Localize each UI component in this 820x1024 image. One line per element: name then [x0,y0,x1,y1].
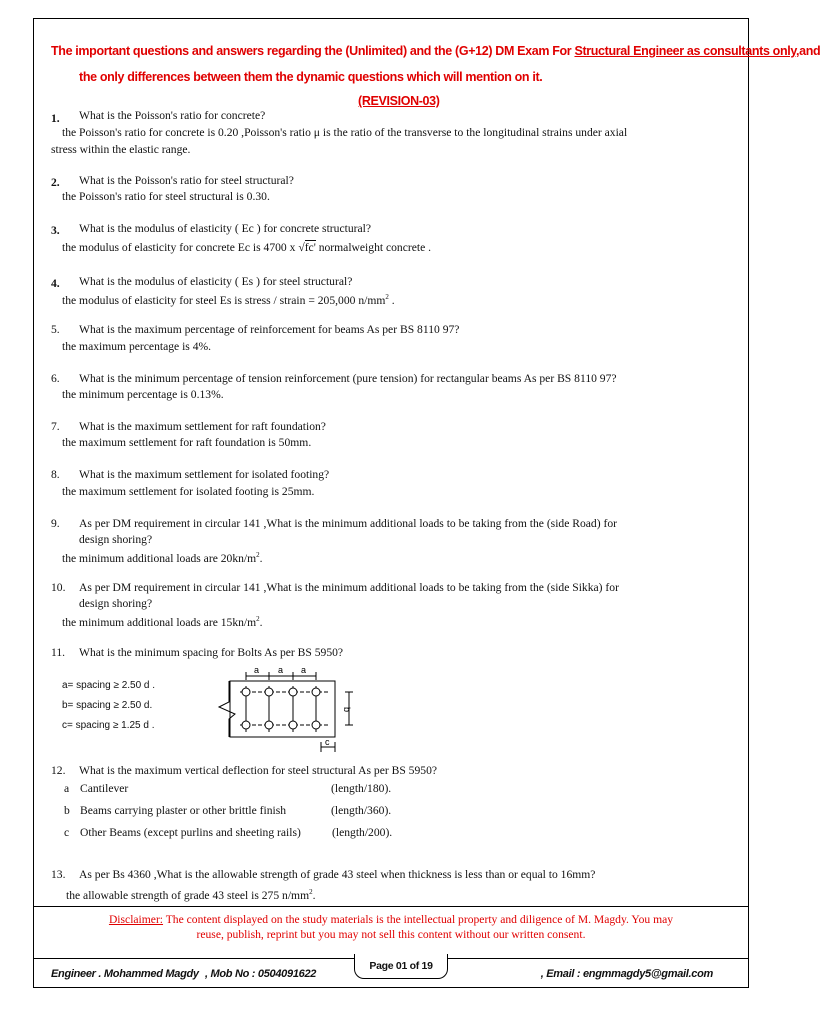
q10-number: 10. [51,581,66,594]
q11-number: 11. [51,646,66,659]
revision-label: (REVISION-03) [358,94,440,108]
q5-answer: the maximum percentage is 4%. [62,340,212,353]
deflection-a-key: a [64,782,70,795]
footer-author: Engineer . Mohammed Magdy [51,968,199,980]
q6-number: 6. [51,372,60,385]
q13-sup: 2 [309,888,313,896]
q7-answer: the maximum settlement for raft foundation is 50mm. [62,436,312,449]
q6-answer: the minimum percentage is 0.13%. [62,388,224,401]
q9-answer-text: the minimum additional loads are 20kn/m [62,551,257,565]
break-mask [205,704,225,718]
q3-number: 3. [51,224,60,237]
q13-answer-end: . [312,888,316,902]
q3-question: What is the modulus of elasticity ( Ec ) for concrete structural? [79,222,371,235]
deflection-c-key: c [64,826,70,839]
q8-number: 8. [51,468,60,481]
q3-radicand: fc' [304,241,316,254]
deflection-c-label: Other Beams (except purlins and sheeting rails) [80,826,301,839]
bolt-spacing-c: c= spacing ≥ 1.25 d . [62,720,155,731]
bolt-column-1 [242,686,250,732]
q2-number: 2. [51,176,60,189]
header-line-2: the only differences between them the dynamic questions which will mention on it. [79,70,543,84]
q13-question: As per Bs 4360 ,What is the allowable strength of grade 43 steel when thickness is less than or equal to 16mm? [79,868,596,881]
bolt-spacing-diagram [205,664,365,756]
q7-number: 7. [51,420,60,433]
q9-answer [62,548,263,566]
q4-sup: 2 [385,293,389,301]
deflection-a-label: Cantilever [80,782,129,795]
q4-number: 4. [51,277,60,290]
bolt-column-4 [312,686,320,732]
footer-mobile: , Mob No : 0504091622 [205,968,317,980]
page-number-box [354,954,448,979]
deflection-a-value: (length/180). [331,782,392,795]
page-footer [33,958,749,988]
q9-answer-end: . [259,551,263,565]
page-number: Page 01 of 19 [369,960,433,972]
deflection-b-key: b [64,804,70,817]
header-line-1 [51,44,820,58]
q9-question-cont: design shoring? [79,533,153,546]
disclaimer-line-2: reuse, publish, reprint but you may not sell this content without our written consent. [196,928,586,941]
q10-answer-end: . [259,615,263,629]
header-underlined: Structural Engineer as consultants only [574,44,797,58]
dim-label-a1: a [254,665,260,675]
dim-label-a3: a [301,665,307,675]
q4-answer-text: the modulus of elasticity for steel Es is stress / strain = 205,000 n/mm [62,293,386,307]
q10-answer-text: the minimum additional loads are 15kn/m [62,615,257,629]
q5-question: What is the maximum percentage of reinforcement for beams As per BS 8110 97? [79,323,460,336]
q2-question: What is the Poisson's ratio for steel structural? [79,174,294,187]
dim-label-c: c [325,737,330,747]
disclaimer-label: Disclaimer: [108,913,164,926]
q10-question: As per DM requirement in circular 141 ,What is the minimum additional loads to be taking from the (side Sikka) for [79,581,619,594]
q6-question: What is the minimum percentage of tension reinforcement (pure tension) for rectangular beams As per BS 8110 97? [79,372,617,385]
deflection-b-label: Beams carrying plaster or other brittle finish [80,804,287,817]
q4-answer-end: . [388,293,395,307]
q9-sup: 2 [256,551,260,559]
dim-label-b: b [342,707,352,713]
q4-question: What is the modulus of elasticity ( Es ) for steel structural? [79,275,353,288]
q2-answer: the Poisson's ratio for steel structural is 0.30. [62,190,270,203]
q1-question: What is the Poisson's ratio for concrete? [79,109,266,122]
disclaimer [33,906,749,942]
bolt-column-2 [265,686,273,732]
bolt-spacing-a: a= spacing ≥ 2.50 d . [62,680,156,691]
q3-answer-end: normalweight concrete . [315,241,432,254]
q5-number: 5. [51,323,60,336]
q4-answer [62,290,395,308]
q3-answer [62,240,431,255]
q10-question-cont: design shoring? [79,597,153,610]
deflection-c-value: (length/200). [332,826,393,839]
disclaimer-text-1: The content displayed on the study materials is the intellectual property and diligence of M. Magdy. You may [163,913,674,926]
q13-answer [66,885,316,903]
q12-question: What is the maximum vertical deflection for steel structural As per BS 5950? [79,764,438,777]
disclaimer-line-1 [33,912,749,927]
q7-question: What is the maximum settlement for raft foundation? [79,420,326,433]
deflection-b-value: (length/360). [331,804,392,817]
page-frame [33,18,749,988]
header-text-end: ,and [796,44,820,58]
q10-sup: 2 [256,615,260,623]
q12-number: 12. [51,764,66,777]
bolt-spacing-b: b= spacing ≥ 2.50 d. [62,700,153,711]
header-text: The important questions and answers regarding the (Unlimited) and the (G+12) DM Exam For [51,44,575,58]
q10-answer [62,612,263,630]
q13-number: 13. [51,868,66,881]
q8-question: What is the maximum settlement for isolated footing? [79,468,330,481]
q9-question: As per DM requirement in circular 141 ,What is the minimum additional loads to be taking from the (side Road) for [79,517,618,530]
q9-number: 9. [51,517,60,530]
q11-question: What is the minimum spacing for Bolts As per BS 5950? [79,646,344,659]
q8-answer: the maximum settlement for isolated footing is 25mm. [62,485,315,498]
bolt-column-3 [289,686,297,732]
footer-email: , Email : engmmagdy5@gmail.com [540,968,713,980]
q1-answer: the Poisson's ratio for concrete is 0.20 ,Poisson's ratio μ is the ratio of the transverse to the longitudinal strains under axial [62,126,628,139]
dim-label-a2: a [278,665,284,675]
q13-answer-text: the allowable strength of grade 43 steel is 275 n/mm [66,888,310,902]
q1-answer-cont: stress within the elastic range. [51,143,191,156]
q1-number: 1. [51,112,60,125]
q3-answer-text: the modulus of elasticity for concrete Ec is 4700 x √ [62,241,305,254]
